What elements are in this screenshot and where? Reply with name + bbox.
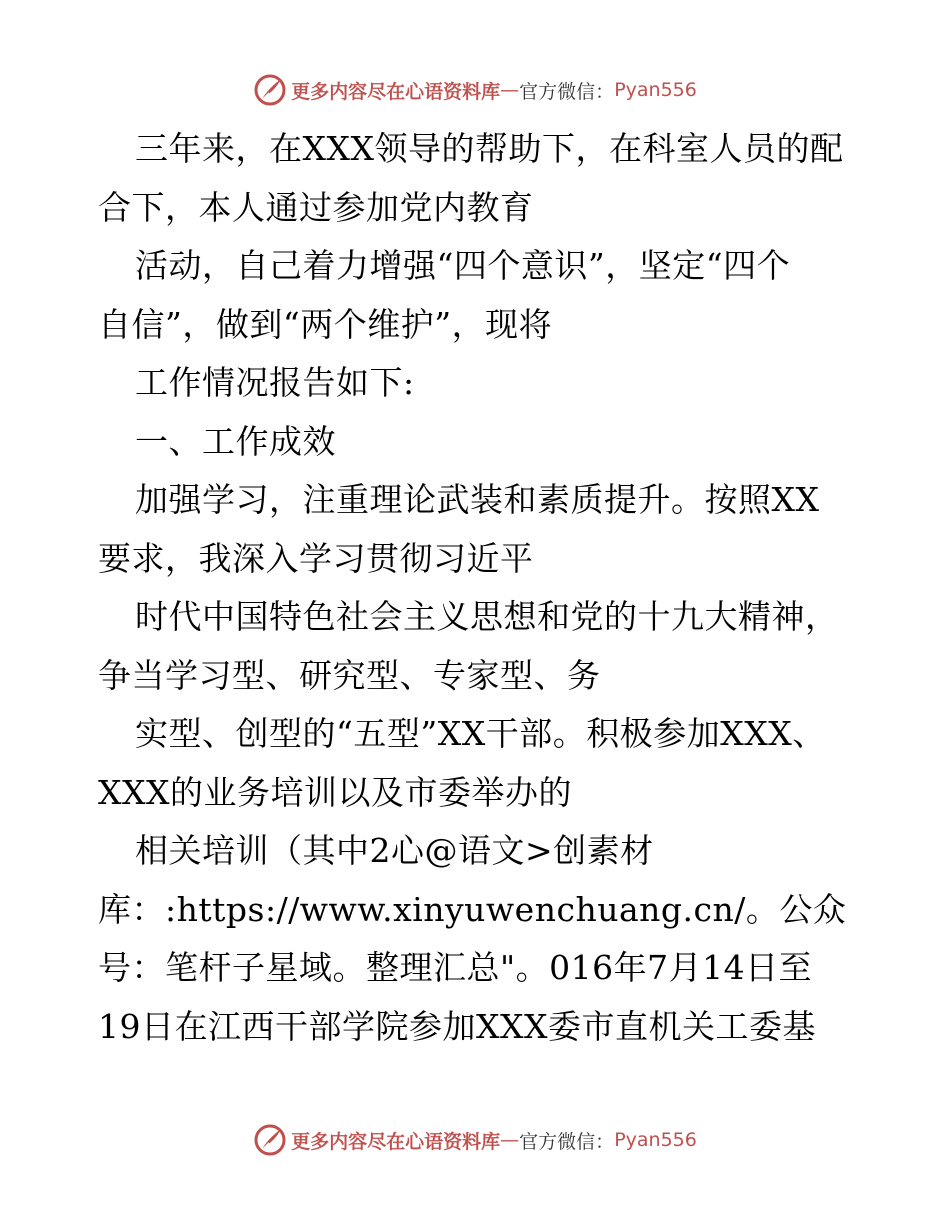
body-line: 号：笔杆子星域。整理汇总"。016年7月14日至	[98, 948, 813, 987]
watermark-main-text: 更多内容尽在心语资料库	[291, 1130, 501, 1153]
body-line: 活动，自己着力增强“四个意识”，坚定“四个	[135, 246, 791, 285]
body-line: 19日在江西干部学院参加XXX委市直机关工委基	[98, 1006, 816, 1046]
body-line: 自信”，做到“两个维护”，现将	[98, 304, 553, 344]
feather-logo-icon	[253, 1123, 287, 1157]
watermark-dash: —	[500, 79, 520, 101]
watermark-header	[0, 70, 950, 110]
body-line: XXX的业务培训以及市委举办的	[98, 772, 572, 812]
watermark-wechat-label: 官方微信：	[519, 80, 615, 103]
watermark-main-text: 更多内容尽在心语资料库	[291, 80, 501, 103]
body-line: 合下，本人通过参加党内教育	[98, 187, 534, 227]
watermark-wechat-id: Pyan556	[614, 79, 697, 101]
body-line: 三年来，在XXX领导的帮助下，在科室人员的配	[135, 129, 844, 168]
watermark-wechat-id: Pyan556	[614, 1129, 697, 1151]
watermark-wechat-label: 官方微信：	[519, 1130, 615, 1153]
body-line: 相关培训（其中2心@语文>创素材	[135, 831, 654, 870]
body-line: 加强学习，注重理论武装和素质提升。按照XX	[135, 480, 820, 519]
body-line: 要求，我深入学习贯彻习近平	[98, 538, 534, 578]
body-line: 时代中国特色社会主义思想和党的十九大精神，	[135, 597, 839, 636]
body-line: 工作情况报告如下:	[135, 363, 415, 402]
section-heading: 一、工作成效	[135, 421, 336, 461]
document-body	[98, 120, 858, 1056]
watermark-footer	[0, 1120, 950, 1160]
watermark-dash: —	[500, 1129, 520, 1151]
body-line: 争当学习型、研究型、专家型、务	[98, 655, 601, 695]
feather-logo-icon	[253, 73, 287, 107]
body-line: 库：:https://www.xinyuwenchuang.cn/。公众	[98, 889, 847, 929]
body-line: 实型、创型的“五型”XX干部。积极参加XXX、	[135, 714, 826, 753]
